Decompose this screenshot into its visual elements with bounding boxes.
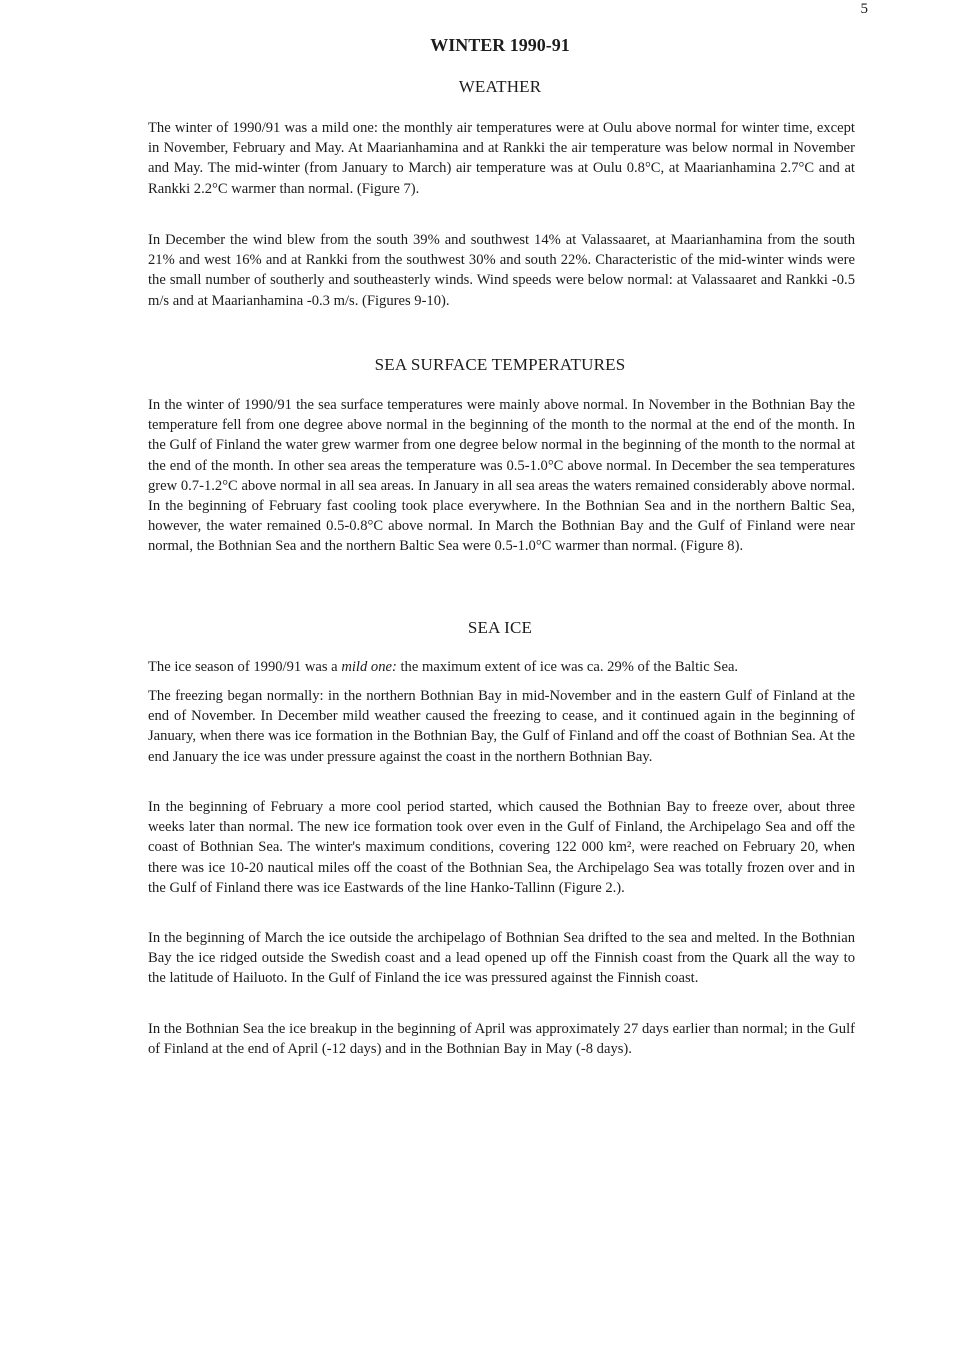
document-title: WINTER 1990-91 [430, 35, 570, 55]
sea-ice-paragraph-3: In the beginning of March the ice outside the archipelago of Bothnian Sea drifted to the sea and melted. In the Bothnian Bay the ice ridged outside the Swedish coast and a lead opened up off the Finnish coast from the Quark all the way to the latitude of Hailuoto. In the Gulf of Finland the ice was pressured against the Finnish coast. [148, 930, 855, 987]
page-number: 5 [860, 1, 868, 17]
heading-sea-ice: SEA ICE [467, 618, 533, 637]
sea-surface-paragraph-1: In the winter of 1990/91 the sea surface temperatures were mainly above normal. In November in the Bothnian Bay the temperature fell from one degree above normal in the beginning of the month to the normal at the end of the month. In the Gulf of Finland the water grew warmer from one degree below normal in the beginning of the month to the normal at the end of the month. In other sea areas the temperature was 0.5-1.0°C above normal. In December the sea temperatures grew 0.7-1.2°C above normal in all sea areas. In January in all sea areas the waters remained considerably above normal. In the beginning of February fast cooling took place everywhere. In the Bothnian Sea and in the northern Baltic Sea, however, the water remained 0.5-0.8°C above normal. In March the Bothnian Bay and the Gulf of Finland were near normal, the Bothnian Sea and the northern Baltic Sea were 0.5-1.0°C warmer than normal. (Figure 8). [148, 397, 855, 555]
sea-ice-paragraph-2: In the beginning of February a more cool period started, which caused the Bothnian Bay to freeze over, about three weeks later than normal. The new ice formation took over even in the Gulf of Finland, the Archipelago Sea and off the coast of Bothnian Sea. The winter's maximum conditions, covering 122 000 km², were reached on February 20, when there was ice 10-20 nautical miles off the coast of the Bothnian Sea, the Archipelago Sea was totally frozen over and in the Gulf of Finland there was ice Eastwards of the line Hanko-Tallinn (Figure 2.). [148, 799, 855, 896]
weather-paragraph-2: In December the wind blew from the south 39% and southwest 14% at Valassaaret, at Maarianhamina from the south 21% and west 16% and at Rankki from the southwest 30% and south 22%. Characteristic of the mid-winter winds were the small number of southerly and southeasterly winds. Wind speeds were below normal: at Valassaaret and Rankki -0.5 m/s and at Maarianhamina -0.3 m/s. (Figures 9-10). [148, 232, 855, 309]
sea-ice-intro-paragraph [148, 657, 855, 677]
heading-sea-surface-temperatures: SEA SURFACE TEMPERATURES [374, 355, 626, 374]
heading-weather: WEATHER [458, 77, 542, 96]
weather-paragraph-1: The winter of 1990/91 was a mild one: the monthly air temperatures were at Oulu above normal for winter time, except in November, February and May. At Maarianhamina and at Rankki the air temperature was below normal in November and May. The mid-winter (from January to March) air temperature was at Oulu 0.8°C, at Maarianhamina 2.7°C and at Rankki 2.2°C warmer than normal. (Figure 7). [148, 120, 855, 197]
sea-ice-intro-before: The ice season of 1990/91 was a [148, 659, 342, 675]
sea-ice-intro-emphasis: mild one: [341, 659, 397, 675]
sea-ice-intro-after: the maximum extent of ice was ca. 29% of the Baltic Sea. [396, 659, 739, 675]
sea-ice-paragraph-1: The freezing began normally: in the northern Bothnian Bay in mid-November and in the eastern Gulf of Finland at the end of November. In December mild weather caused the freezing to cease, and it continued again in the beginning of January, when there was ice formation in the Bothnian Bay, the Gulf of Finland and off the coast of Bothnian Sea. At the end January the ice was under pressure against the coast in the northern Bothnian Bay. [148, 688, 855, 765]
sea-ice-paragraph-4: In the Bothnian Sea the ice breakup in the beginning of April was approximately 27 days earlier than normal; in the Gulf of Finland at the end of April (-12 days) and in the Bothnian Bay in May (-8 days). [148, 1021, 855, 1058]
